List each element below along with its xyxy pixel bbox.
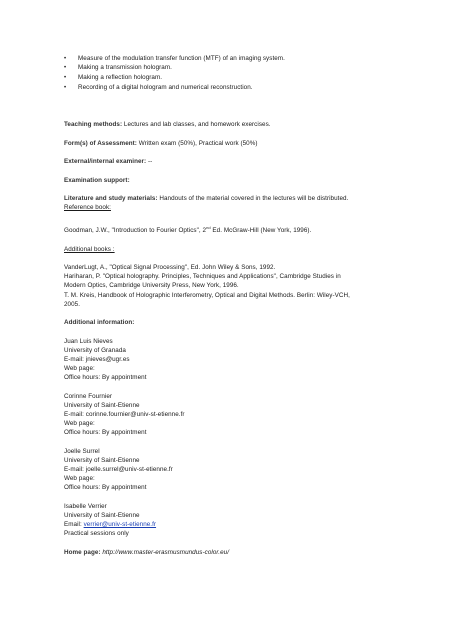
book-item: Modern Optics, Cambridge University Press, New York, 1996. <box>64 282 239 289</box>
contact-university: University of Saint-Etienne <box>64 402 140 409</box>
contact-name: Juan Luis Nieves <box>64 338 113 345</box>
reference-text: Goodman, J.W., "Introduction to Fourier Optics", 2 <box>64 227 207 234</box>
contact-email: E-mail: jnieves@ugr.es <box>64 356 130 363</box>
contact-university: University of Saint-Etienne <box>64 512 140 519</box>
contact-office-hours: Office hours: By appointment <box>64 374 147 381</box>
reference-book <box>64 227 311 235</box>
home-page <box>64 549 229 557</box>
bullet-item: Measure of the modulation transfer function (MTF) of an imaging system. <box>78 55 285 62</box>
assessment-label: Form(s) of Assessment: <box>64 140 137 147</box>
home-page-url[interactable]: http://www.master-erasmusmundus-color.eu/ <box>102 549 229 556</box>
reference-text-end: Ed. McGraw-Hill (New York, 1996). <box>210 227 312 234</box>
reference-sup: nd <box>206 225 211 230</box>
bullet-icon: • <box>64 65 67 71</box>
contact-office-hours: Office hours: By appointment <box>64 484 147 491</box>
additional-books-label: Additional books : <box>64 246 115 253</box>
home-page-label: Home page: <box>64 549 101 556</box>
contact-name: Isabelle Verrier <box>64 503 107 510</box>
teaching-value: Lectures and lab classes, and homework exercises. <box>123 121 271 128</box>
bullet-item: Recording of a digital hologram and numerical reconstruction. <box>78 84 253 91</box>
contact-note: Practical sessions only <box>64 530 129 537</box>
bullet-item: Making a transmission hologram. <box>78 64 172 71</box>
email-label: Email: <box>64 521 84 528</box>
external-examiner <box>64 158 152 166</box>
literature-label: Literature and study materials: <box>64 195 158 202</box>
contact-webpage: Web page: <box>64 365 95 372</box>
assessment <box>64 140 258 148</box>
book-item: T. M. Kreis, Handbook of Holographic Interferometry, Optical and Digital Methods. Berlin: Wiley-VCH, <box>64 292 350 299</box>
external-value: -- <box>148 158 153 165</box>
reference-book-label: Reference book: <box>64 204 111 211</box>
literature-value: Handouts of the material covered in the lectures will be distributed. <box>159 195 349 202</box>
contact-office-hours: Office hours: By appointment <box>64 429 147 436</box>
contact-name: Corinne Fournier <box>64 393 113 400</box>
book-item: Hariharan, P. "Optical holography. Principles, Techniques and Applications", Cambridge Studies in <box>64 273 341 280</box>
contact-email: E-mail: corinne.fournier@univ-st-etienne.fr <box>64 411 185 418</box>
contact-university: University of Saint-Etienne <box>64 457 140 464</box>
literature <box>64 195 348 203</box>
contact-webpage: Web page: <box>64 420 95 427</box>
bullet-item: Making a reflection hologram. <box>78 74 163 81</box>
bullet-icon: • <box>64 75 67 81</box>
examination-support-label: Examination support: <box>64 177 130 184</box>
contact-university: University of Granada <box>64 347 126 354</box>
contact-email: E-mail: joelle.surrel@univ-st-etienne.fr <box>64 466 173 473</box>
teaching-methods <box>64 121 271 129</box>
assessment-value: Written exam (50%), Practical work (50%) <box>138 140 258 147</box>
teaching-label: Teaching methods: <box>64 121 123 128</box>
bullet-icon: • <box>64 56 67 62</box>
book-item: VanderLugt, A., "Optical Signal Processing", Ed. John Wiley & Sons, 1992. <box>64 264 276 271</box>
book-item: 2005. <box>64 301 81 308</box>
email-link[interactable]: verrier@univ-st-etienne.fr <box>83 521 157 528</box>
additional-information-label: Additional information: <box>64 319 135 326</box>
contact-webpage: Web page: <box>64 475 95 482</box>
contact-email <box>64 521 156 529</box>
bullet-icon: • <box>64 85 67 91</box>
external-label: External/internal examiner: <box>64 158 147 165</box>
contact-name: Joelle Surrel <box>64 448 100 455</box>
